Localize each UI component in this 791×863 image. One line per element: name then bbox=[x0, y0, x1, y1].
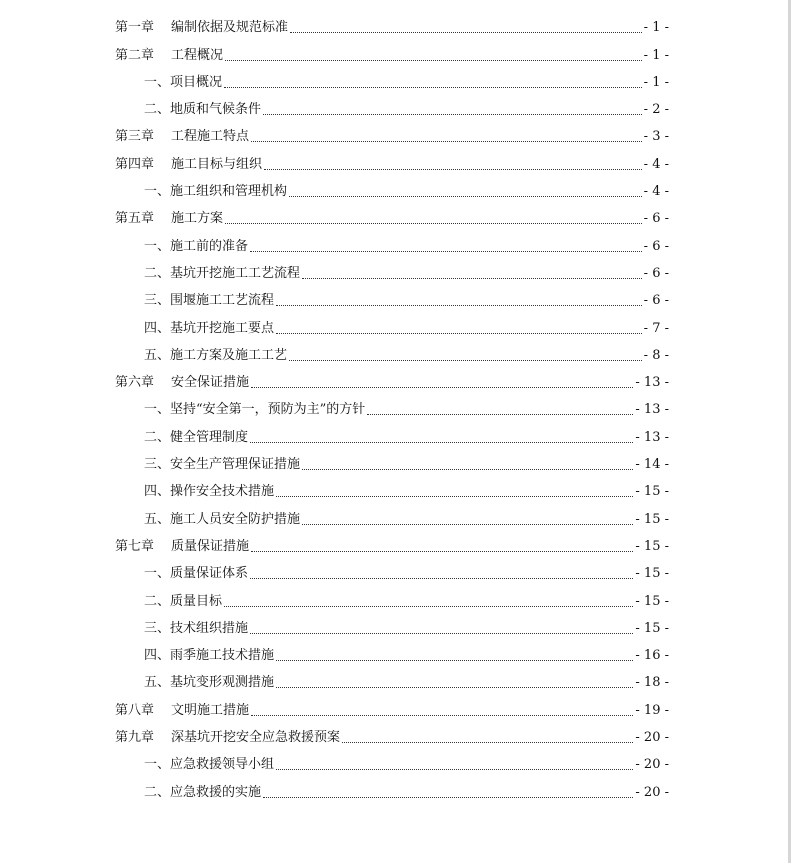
dot-leader bbox=[276, 496, 633, 497]
section-title: 五、基坑变形观测措施 bbox=[144, 675, 275, 691]
page-number: - 6 - bbox=[643, 238, 669, 254]
page-number: - 6 - bbox=[643, 293, 669, 309]
dot-leader bbox=[302, 524, 633, 525]
section-title: 一、项目概况 bbox=[144, 74, 223, 90]
page-number: - 15 - bbox=[635, 511, 669, 527]
dot-leader bbox=[276, 305, 642, 306]
toc-section-entry[interactable] bbox=[0, 255, 791, 282]
page-number: - 15 - bbox=[635, 620, 669, 636]
section-title: 二、健全管理制度 bbox=[144, 429, 249, 445]
page-number: - 1 - bbox=[643, 74, 669, 90]
page-number: - 20 - bbox=[635, 757, 669, 773]
table-of-contents bbox=[0, 9, 791, 801]
page-number: - 1 - bbox=[643, 20, 669, 36]
toc-section-entry[interactable] bbox=[0, 500, 791, 527]
dot-leader bbox=[250, 442, 633, 443]
toc-chapter-entry[interactable] bbox=[0, 719, 791, 746]
page-number: - 20 - bbox=[635, 730, 669, 746]
page-number: - 4 - bbox=[643, 156, 669, 172]
toc-entry-label bbox=[115, 129, 249, 145]
dot-leader bbox=[302, 278, 642, 279]
toc-entry-label bbox=[144, 184, 287, 200]
toc-chapter-entry[interactable] bbox=[0, 145, 791, 172]
page-number: - 6 - bbox=[643, 211, 669, 227]
toc-entry-label bbox=[115, 20, 288, 36]
dot-leader bbox=[251, 141, 642, 142]
section-title: 五、施工人员安全防护措施 bbox=[144, 511, 301, 527]
section-title: 四、基坑开挖施工要点 bbox=[144, 320, 275, 336]
dot-leader bbox=[263, 114, 642, 115]
dot-leader bbox=[289, 196, 642, 197]
toc-section-entry[interactable] bbox=[0, 773, 791, 800]
section-title: 二、地质和气候条件 bbox=[144, 102, 262, 118]
chapter-number: 第六章 bbox=[115, 375, 155, 391]
toc-section-entry[interactable] bbox=[0, 91, 791, 118]
dot-leader bbox=[224, 606, 633, 607]
chapter-title: 文明施工措施 bbox=[171, 702, 250, 718]
page-number: - 13 - bbox=[635, 402, 669, 418]
page-number: - 4 - bbox=[643, 184, 669, 200]
toc-section-entry[interactable] bbox=[0, 173, 791, 200]
toc-section-entry[interactable] bbox=[0, 391, 791, 418]
section-title: 四、操作安全技术措施 bbox=[144, 484, 275, 500]
toc-chapter-entry[interactable] bbox=[0, 36, 791, 63]
toc-entry-label bbox=[115, 211, 223, 227]
dot-leader bbox=[251, 551, 633, 552]
toc-entry-label bbox=[144, 430, 248, 446]
page-number: - 15 - bbox=[635, 538, 669, 554]
dot-leader bbox=[276, 687, 633, 688]
toc-entry-label bbox=[144, 594, 222, 610]
toc-entry-label bbox=[115, 157, 262, 173]
page-number: - 7 - bbox=[643, 320, 669, 336]
toc-section-entry[interactable] bbox=[0, 473, 791, 500]
toc-chapter-entry[interactable] bbox=[0, 364, 791, 391]
toc-entry-label bbox=[115, 375, 249, 391]
section-title: 一、坚持“安全第一，预防为主”的方针 bbox=[144, 402, 366, 418]
page-number: - 8 - bbox=[643, 347, 669, 363]
dot-leader bbox=[367, 414, 633, 415]
toc-entry-label bbox=[144, 566, 248, 582]
chapter-title: 深基坑开挖安全应急救援预案 bbox=[171, 730, 341, 746]
toc-section-entry[interactable] bbox=[0, 64, 791, 91]
section-title: 二、基坑开挖施工工艺流程 bbox=[144, 265, 301, 281]
dot-leader bbox=[250, 251, 642, 252]
chapter-number: 第二章 bbox=[115, 47, 155, 63]
section-title: 二、应急救援的实施 bbox=[144, 784, 262, 800]
toc-section-entry[interactable] bbox=[0, 309, 791, 336]
toc-section-entry[interactable] bbox=[0, 746, 791, 773]
toc-entry-label bbox=[144, 402, 365, 418]
dot-leader bbox=[276, 333, 642, 334]
chapter-number: 第四章 bbox=[115, 156, 155, 172]
toc-section-entry[interactable] bbox=[0, 446, 791, 473]
dot-leader bbox=[250, 578, 633, 579]
toc-section-entry[interactable] bbox=[0, 664, 791, 691]
section-title: 一、质量保证体系 bbox=[144, 566, 249, 582]
chapter-number: 第三章 bbox=[115, 129, 155, 145]
page-number: - 1 - bbox=[643, 47, 669, 63]
section-title: 五、施工方案及施工工艺 bbox=[144, 347, 288, 363]
dot-leader bbox=[225, 60, 642, 61]
chapter-title: 质量保证措施 bbox=[171, 538, 250, 554]
toc-entry-label bbox=[115, 539, 249, 555]
chapter-title: 工程概况 bbox=[171, 47, 224, 63]
toc-entry-label bbox=[115, 48, 223, 64]
toc-section-entry[interactable] bbox=[0, 555, 791, 582]
dot-leader bbox=[251, 715, 633, 716]
toc-entry-label bbox=[144, 648, 274, 664]
toc-entry-label bbox=[144, 512, 300, 528]
toc-entry-label bbox=[144, 675, 274, 691]
section-title: 三、围堰施工工艺流程 bbox=[144, 293, 275, 309]
toc-entry-label bbox=[144, 102, 261, 118]
dot-leader bbox=[263, 797, 633, 798]
chapter-title: 施工目标与组织 bbox=[171, 156, 263, 172]
page-number: - 13 - bbox=[635, 429, 669, 445]
chapter-number: 第五章 bbox=[115, 211, 155, 227]
dot-leader bbox=[276, 769, 633, 770]
section-title: 三、技术组织措施 bbox=[144, 620, 249, 636]
page-number: - 19 - bbox=[635, 702, 669, 718]
page-number: - 20 - bbox=[635, 784, 669, 800]
toc-entry-label bbox=[144, 457, 300, 473]
toc-section-entry[interactable] bbox=[0, 582, 791, 609]
dot-leader bbox=[251, 387, 633, 388]
toc-section-entry[interactable] bbox=[0, 637, 791, 664]
toc-entry-label bbox=[144, 785, 261, 801]
chapter-number: 第八章 bbox=[115, 702, 155, 718]
section-title: 一、应急救援领导小组 bbox=[144, 757, 275, 773]
toc-entry-label bbox=[144, 757, 274, 773]
section-title: 一、施工组织和管理机构 bbox=[144, 184, 288, 200]
page-number: - 15 - bbox=[635, 484, 669, 500]
section-title: 三、安全生产管理保证措施 bbox=[144, 457, 301, 473]
toc-section-entry[interactable] bbox=[0, 282, 791, 309]
chapter-number: 第七章 bbox=[115, 538, 155, 554]
page-number: - 2 - bbox=[643, 102, 669, 118]
dot-leader bbox=[250, 633, 633, 634]
section-title: 一、施工前的准备 bbox=[144, 238, 249, 254]
dot-leader bbox=[302, 469, 633, 470]
dot-leader bbox=[264, 169, 642, 170]
page-number: - 15 - bbox=[635, 593, 669, 609]
toc-entry-label bbox=[144, 266, 300, 282]
toc-entry-label bbox=[144, 75, 222, 91]
toc-entry-label bbox=[115, 703, 249, 719]
page-number: - 16 - bbox=[635, 648, 669, 664]
dot-leader bbox=[289, 360, 642, 361]
dot-leader bbox=[224, 87, 642, 88]
chapter-title: 工程施工特点 bbox=[171, 129, 250, 145]
toc-entry-label bbox=[144, 321, 274, 337]
dot-leader bbox=[225, 223, 642, 224]
chapter-number: 第一章 bbox=[115, 20, 155, 36]
page-number: - 14 - bbox=[635, 457, 669, 473]
toc-chapter-entry[interactable] bbox=[0, 691, 791, 718]
toc-entry-label bbox=[144, 293, 274, 309]
toc-section-entry[interactable] bbox=[0, 418, 791, 445]
chapter-title: 安全保证措施 bbox=[171, 375, 250, 391]
toc-chapter-entry[interactable] bbox=[0, 200, 791, 227]
page-number: - 13 - bbox=[635, 375, 669, 391]
page-number: - 18 - bbox=[635, 675, 669, 691]
section-title: 四、雨季施工技术措施 bbox=[144, 648, 275, 664]
toc-entry-label bbox=[144, 348, 287, 364]
toc-section-entry[interactable] bbox=[0, 610, 791, 637]
dot-leader bbox=[342, 742, 633, 743]
page-number: - 6 - bbox=[643, 265, 669, 281]
chapter-title: 编制依据及规范标准 bbox=[171, 20, 289, 36]
toc-section-entry[interactable] bbox=[0, 337, 791, 364]
dot-leader bbox=[290, 32, 642, 33]
toc-chapter-entry[interactable] bbox=[0, 118, 791, 145]
page-number: - 3 - bbox=[643, 129, 669, 145]
dot-leader bbox=[276, 660, 633, 661]
section-title: 二、质量目标 bbox=[144, 593, 223, 609]
chapter-title: 施工方案 bbox=[171, 211, 224, 227]
toc-chapter-entry[interactable] bbox=[0, 528, 791, 555]
toc-entry-label bbox=[144, 621, 248, 637]
chapter-number: 第九章 bbox=[115, 730, 155, 746]
toc-section-entry[interactable] bbox=[0, 227, 791, 254]
toc-entry-label bbox=[144, 484, 274, 500]
toc-chapter-entry[interactable] bbox=[0, 9, 791, 36]
toc-entry-label bbox=[144, 239, 248, 255]
page-number: - 15 - bbox=[635, 566, 669, 582]
toc-entry-label bbox=[115, 730, 340, 746]
